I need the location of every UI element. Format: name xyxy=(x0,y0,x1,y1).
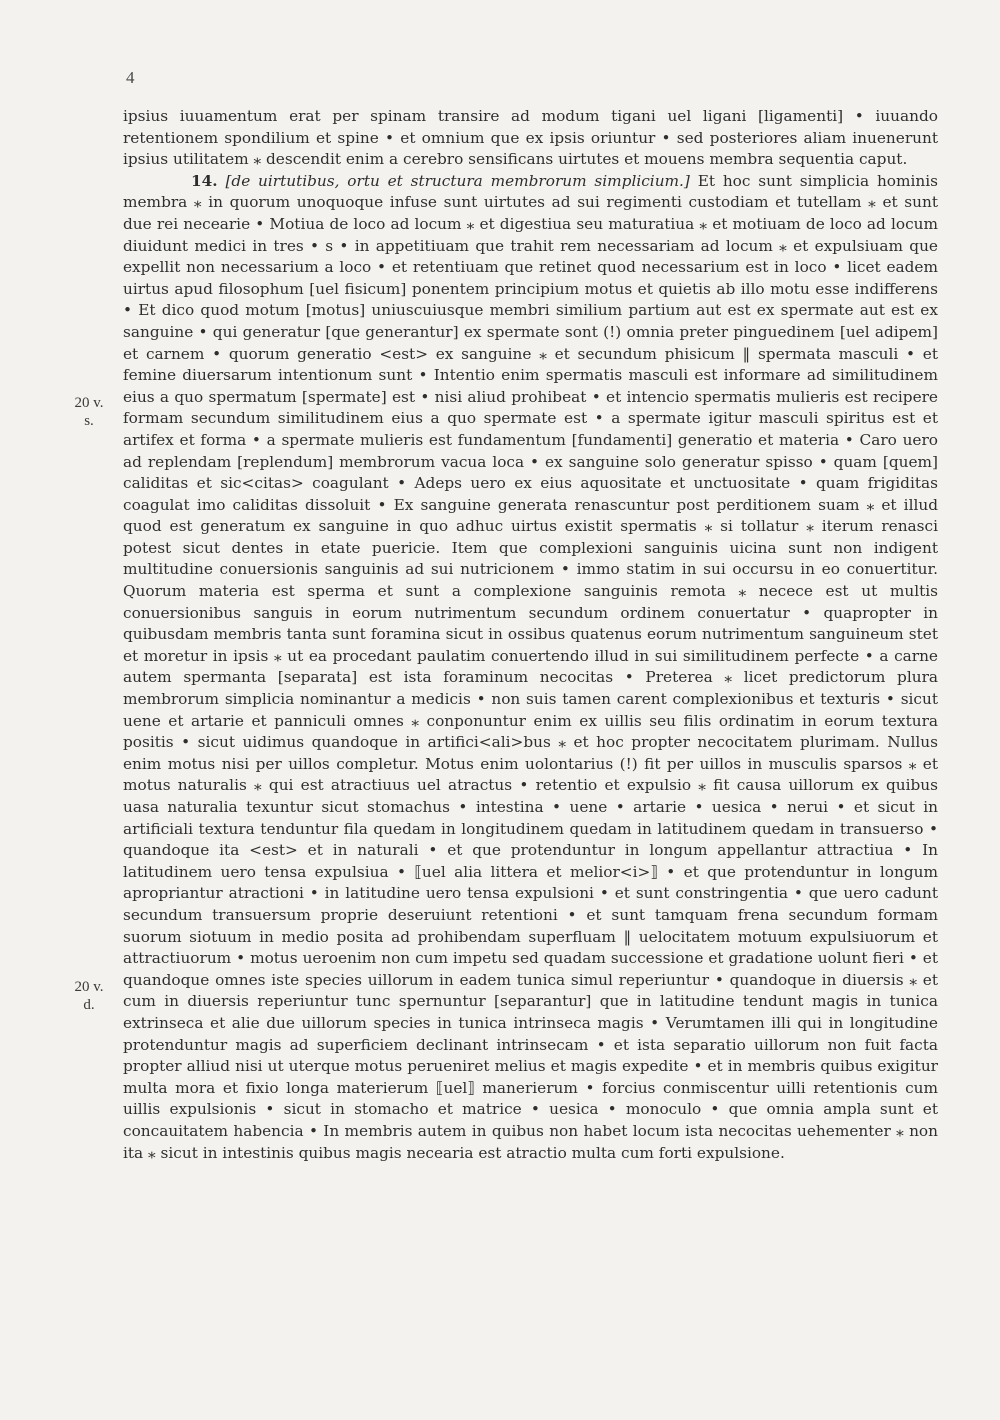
section-14-paragraph xyxy=(123,171,938,1164)
section-number: 14. xyxy=(191,171,218,190)
paragraph-continuation: ipsius iuuamentum erat per spinam transire ad modum tigani uel ligani [ligamenti] • iuuando retentionem spondilium et spine • et omnium que ex ipsis oriuntur • sed posteriores aliam inuenerunt ipsius utilitatem ⁎ descendit enim a cerebro sensificans uirtutes et mouens membra sequentia caput. xyxy=(123,107,938,169)
margin-note-folio-20v-s xyxy=(66,394,112,430)
page-number: 4 xyxy=(126,68,135,87)
margin-note-column: d. xyxy=(83,997,95,1013)
margin-note-folio-20v-d xyxy=(66,978,112,1014)
body-text xyxy=(123,106,938,1164)
section-body-text: Et hoc sunt simplicia hominis membra ⁎ in quorum unoquoque infuse sunt uirtutes ad sui regimenti custodiam et tutellam ⁎ et sunt due rei necearie • Motiua de loco ad locum ⁎ et digestiua seu maturatiua ⁎ et motiuam de loco ad locum diuidunt medici in tres • s • in appetitiuam que trahit rem necessariam ad locum ⁎ et expulsiuam que expellit non necessarium a loco • et retentiuam que retinet quod necessarium est in loco • licet eadem uirtus apud filosophum [uel fisicum] ponentem principium motus et quietis ab illo motu esse indifferens • Et dico quod motum [motus] uniuscuiusque membri similium partium aut est ex spermate aut est ex sanguine • qui generatur [que generantur] ex spermate sont (!) omnia preter pinguedinem [uel adipem] et carnem • quorum generatio <est> ex sanguine ⁎ et secundum phisicum ‖ spermata masculi • et femine diuersarum intentionum sunt • Intentio enim spermatis masculi est informare ad similitudinem eius a quo spermatum [spermate] est • nisi aliud prohibeat • et intencio spermatis mulieris est recipere formam secundum similitudinem eius a quo spermate est • a spermate igitur masculi spiritus est et artifex et forma • a spermate mulieris est fundamentum [fundamenti] generatio et materia • Caro uero ad replendam [replendum] membrorum vacua loca • ex sanguine solo generatur spisso • quam [quem] caliditas et sic<citas> coagulant • Adeps uero ex eius aquositate et unctuositate • quam frigiditas coagulat imo caliditas dissoluit • Ex sanguine generata renascuntur post perditionem suam ⁎ et illud quod est generatum ex sanguine in quo adhuc uirtus existit spermatis ⁎ si tollatur ⁎ iterum renasci potest sicut dentes in etate puericie. Item que complexioni sanguinis uicina sunt non indigent multitudine conuersionis sanguinis ad sui nutricionem • immo statim in sui occursu in eo conuertitur. Quorum materia est sperma et sunt a complexione sanguinis remota ⁎ necece est ut multis conuersionibus sanguis in eorum nutrimentum secundum ordinem conuertatur • quapropter in quibusdam membris tanta sunt foramina sicut in ossibus quatenus eorum nutrimentum sanguineum stet et moretur in ipsis ⁎ ut ea procedant paulatim conuertendo illud in sui similitudinem perfecte • a carne autem spermanta [separata] est ista foraminum necocitas • Preterea ⁎ licet predictorum plura membrorum simplicia nominantur a medicis • non suis tamen carent complexionibus et texturis • sicut uene et artarie et panniculi omnes ⁎ conponuntur enim ex uillis seu filis ordinatim in eorum textura positis • sicut uidimus quandoque in artifici<ali>bus ⁎ et hoc propter necocitatem plurimam. Nullus enim motus nisi per uillos completur. Motus enim uolontarius (!) fit per uillos in musculis sparsos ⁎ et motus naturalis ⁎ qui est atractiuus uel atractus • retentio et expulsio ⁎ fit causa uillorum ex quibus uasa naturalia texuntur sicut stomachus • intestina • uene • artarie • uesica • nerui • et sicut in artificiali textura tenduntur fila quedam in longitudinem quedam in latitudinem quedam in transuerso • quandoque ita <est> et in naturali • et que protenduntur in longum appellantur attractiua • In latitudinem uero tensa expulsiua • ⟦uel alia littera et melior<i>⟧ • et que protenduntur in longum apropriantur atractioni • in latitudine uero tensa expulsioni • et sunt constringentia • que uero cadunt secundum transuersum proprie deseruiunt retentioni • et sunt tamquam frena secundum formam suorum siotuum in medio posita ad prohibendam superfluam ‖ uelocitatem motuum expulsiuorum et attractiuorum • motus ueroenim non cum impetu sed quadam successione et gradatione uolunt fieri • et quandoque omnes iste species uillorum in eadem tunica simul reperiuntur • quandoque in diuersis ⁎ et cum in diuersis reperiuntur tunc spernuntur [separantur] que in latitudine tendunt magis in tunica extrinseca et alie due uillorum species in tunica intrinseca magis • Verumtamen illi qui in longitudine protenduntur magis ad superficiem declinant intrinsecam • et ista separatio uillorum non fuit facta propter alliud nisi ut uterque motus perueniret melius et magis expedite • et in membris quibus exigitur multa mora et fixio longa materierum ⟦uel⟧ manerierum • forcius conmiscentur uilli retentionis cum uillis expulsionis • sicut in stomacho et matrice • uesica • monoculo • que omnia ampla sunt et concauitatem habencia • In membris autem in quibus non habet locum ista necocitas uehementer ⁎ non ita ⁎ sicut in intestinis quibus magis necearia est atractio multa cum forti expulsione. xyxy=(123,171,938,1162)
section-title: [de uirtutibus, ortu et structura membrorum simplicium.] xyxy=(225,171,690,190)
margin-note-folio: 20 v. xyxy=(74,979,104,995)
margin-note-folio: 20 v. xyxy=(74,395,104,411)
margin-note-column: s. xyxy=(84,413,94,429)
